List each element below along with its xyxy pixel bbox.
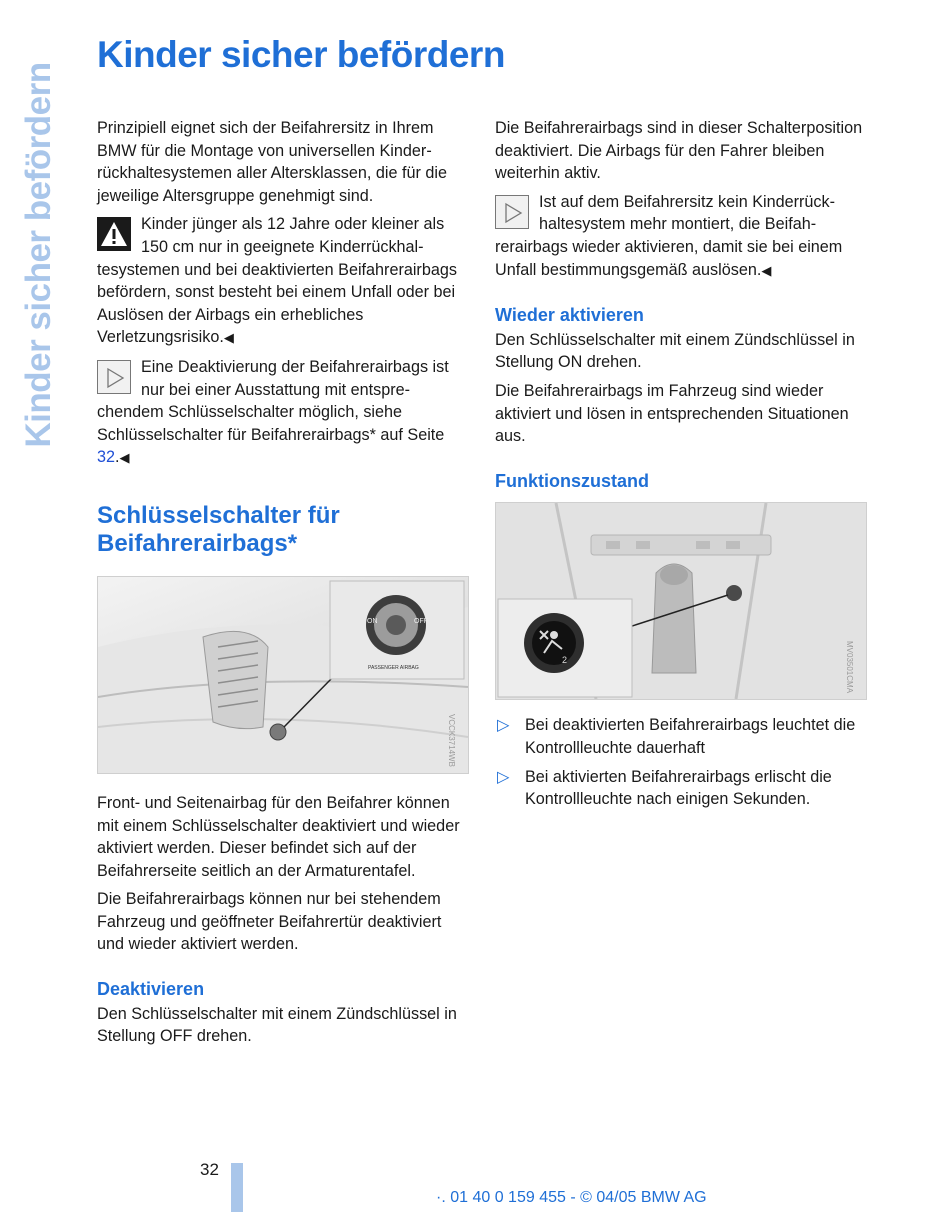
end-marker-icon: ◀: [223, 330, 234, 346]
section-heading: [97, 502, 469, 558]
reactivate-text-1: Den Schlüsselschalter mit einem Zündschlüssel in Stellung ON drehen.: [495, 330, 855, 372]
switch-caption: PASSENGER AIRBAG: [368, 664, 419, 671]
warning-block: [97, 213, 469, 350]
list-item: [495, 766, 867, 811]
indicator-digit: 2: [562, 655, 568, 666]
reactivate-heading: Wieder aktivieren: [495, 305, 644, 326]
warning-text: Kinder jünger als 12 Jahre oder kleiner als 150 cm nur in geeignete Kinderrückhaltesystemen und bei deaktivierten Beifahrerairbags befördern, sonst besteht bei einem Unfall oder bei Auslösen der Airbags ein erhebliches Verletzungsrisiko.: [97, 215, 457, 347]
bullet-triangle-icon: ▷: [497, 716, 510, 735]
deactivate-text: Den Schlüsselschalter mit einem Zündschlüssel in Stellung OFF drehen.: [97, 1004, 457, 1046]
status-list: [495, 714, 867, 810]
side-chapter-title: [16, 40, 62, 470]
list-item-text: Bei aktivierten Beifahrerairbags erlischt die Kontrollleuchte nach einigen Sekunden.: [525, 767, 832, 809]
function-state-heading: Funktionszustand: [495, 470, 649, 491]
list-item-text: Bei deaktivierten Beifahrerairbags leuchtet die Kontrollleuchte dauerhaft: [525, 716, 856, 757]
key-switch-figure: [97, 576, 469, 774]
intro-paragraph: Prinzipiell eignet sich der Beifahrersitz in Ihrem BMW für die Montage von universellen Kinderrückhaltesystemen aller Altersklassen, die für die jeweilige Altersgruppe genehmigt sind.: [97, 119, 447, 205]
note-text-2: Ist auf dem Beifahrersitz kein Kinderrückhaltesystem mehr montiert, die Beifahrerairbags wieder aktivieren, damit sie bei einem Unfall bestimmungsgemäß auslösen.: [495, 192, 843, 279]
bullet-triangle-icon: ▷: [497, 767, 510, 786]
left-column: [97, 117, 469, 1054]
indicator-illustration: [496, 503, 866, 699]
end-marker-icon: ◀: [119, 450, 130, 466]
note-block: [97, 356, 469, 470]
note-text-end: .: [115, 448, 120, 467]
section-heading-line2: Beifahrerairbags*: [97, 529, 298, 557]
figure-code-2: MV03501CMA: [845, 641, 854, 694]
reactivate-text-2: Die Beifahrerairbags im Fahrzeug sind wieder aktiviert und lösen in entsprechenden Situationen aus.: [495, 381, 849, 446]
page-number: 32: [200, 1160, 219, 1179]
section-heading-line1: Schlüsselschalter für: [97, 501, 340, 529]
page-link[interactable]: 32: [97, 448, 116, 467]
switch-on-label: ON: [367, 617, 378, 625]
note-triangle-icon: [495, 195, 529, 229]
indicator-figure: [495, 502, 867, 700]
description-paragraph-2: Die Beifahrerairbags können nur bei stehendem Fahrzeug und geöffneter Beifahrertür deaktiviert und wieder aktiviert werden.: [97, 890, 442, 954]
note-text: Eine Deaktivierung der Beifahrerairbags ist nur bei einer Ausstattung mit entsprechendem Schlüsselschalter möglich, siehe Schlüsselschalter für Beifahrerairbags* auf Seite: [97, 357, 449, 444]
description-paragraph-1: Front- und Seitenairbag für den Beifahrer können mit einem Schlüsselschalter deaktiviert und wieder aktiviert werden. Dieser befindet sich auf der Beifahrerseite seitlich an der Armaturentafel.: [97, 793, 460, 880]
footer-copyright: ·. 01 40 0 159 455 - © 04/05 BMW AG: [436, 1189, 707, 1206]
page-title: Kinder sicher befördern: [97, 34, 505, 75]
right-intro-paragraph: Die Beifahrerairbags sind in dieser Schalterposition deaktiviert. Die Airbags für den Fahrer bleiben weiterhin aktiv.: [495, 119, 863, 183]
figure-code: VCCK3714WB: [447, 713, 456, 767]
right-column: [495, 117, 867, 817]
note-triangle-icon: [97, 360, 131, 394]
page-marker-bar: [231, 1163, 243, 1212]
list-item: [495, 714, 867, 759]
deactivate-heading: Deaktivieren: [97, 979, 205, 1000]
side-chapter-title-text: Kinder sicher befördern: [19, 62, 58, 448]
end-marker-icon: ◀: [761, 262, 772, 278]
warning-triangle-icon: [97, 217, 131, 251]
switch-off-label: OFF: [414, 617, 428, 625]
note-block-2: [495, 191, 867, 282]
